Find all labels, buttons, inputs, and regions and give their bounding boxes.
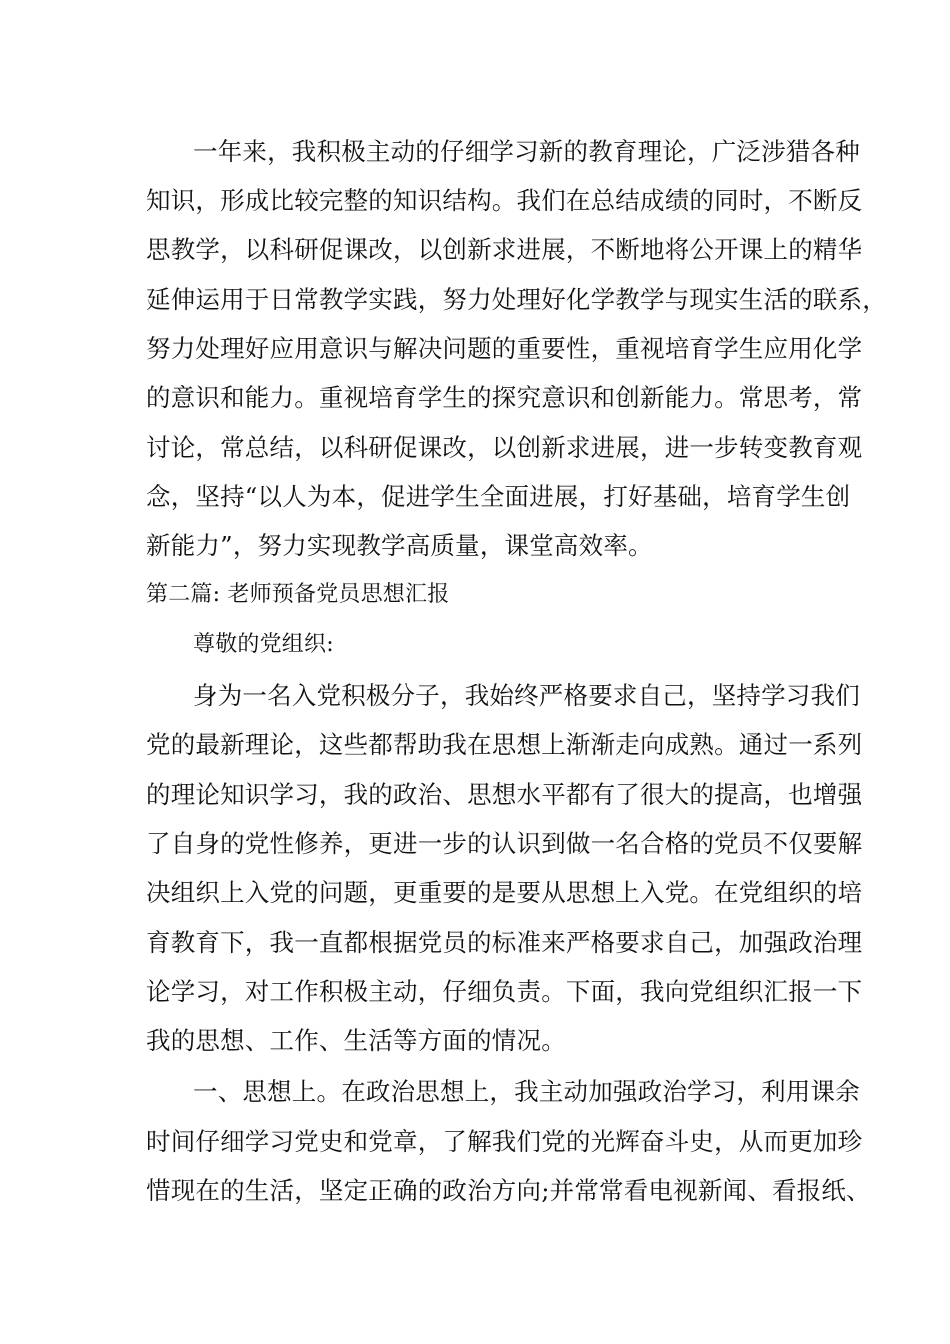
- paragraph-line: 努力处理好应用意识与解决问题的重要性，重视培育学生应用化学: [146, 334, 863, 363]
- paragraph-line: 惜现在的生活，坚定正确的政治方向;并常常看电视新闻、看报纸、: [146, 1176, 871, 1205]
- paragraph-line: 知识，形成比较完整的知识结构。我们在总结成绩的同时，不断反: [146, 186, 863, 215]
- paragraph-line: 一年来，我积极主动的仔细学习新的教育理论，广泛涉猎各种: [193, 137, 860, 166]
- paragraph-line: 新能力”，努力实现教学高质量，课堂高效率。: [146, 531, 653, 560]
- paragraph-line: 决组织上入党的问题，更重要的是要从思想上入党。在党组织的培: [146, 878, 863, 907]
- paragraph-line: 一、思想上。在政治思想上，我主动加强政治学习，利用课余: [193, 1077, 860, 1106]
- paragraph-line: 党的最新理论，这些都帮助我在思想上渐渐走向成熟。通过一系列: [146, 730, 863, 759]
- paragraph-line: 育教育下，我一直都根据党员的标准来严格要求自己，加强政治理: [146, 928, 863, 957]
- paragraph-line: 我的思想、工作、生活等方面的情况。: [146, 1026, 566, 1055]
- paragraph-line: 思教学，以科研促课改，以创新求进展，不断地将公开课上的精华: [146, 235, 863, 264]
- paragraph-line: 念，坚持“以人为本，促进学生全面进展，打好基础，培育学生创: [146, 482, 851, 511]
- section-heading: 第二篇: 老师预备党员思想汇报: [146, 582, 450, 607]
- paragraph-line: 时间仔细学习党史和党章，了解我们党的光辉奋斗史，从而更加珍: [146, 1127, 863, 1156]
- salutation: 尊敬的党组织:: [193, 632, 334, 657]
- paragraph-line: 的理论知识学习，我的政治、思想水平都有了很大的提高，也增强: [146, 780, 863, 809]
- paragraph-line: 延伸运用于日常教学实践，努力处理好化学教学与现实生活的联系，: [146, 285, 887, 314]
- paragraph-line: 身为一名入党积极分子，我始终严格要求自己，坚持学习我们: [193, 681, 860, 710]
- paragraph-line: 论学习，对工作积极主动，仔细负责。下面，我向党组织汇报一下: [146, 977, 863, 1006]
- paragraph-line: 讨论，常总结，以科研促课改，以创新求进展，进一步转变教育观: [146, 433, 863, 462]
- paragraph-line: 了自身的党性修养，更进一步的认识到做一名合格的党员不仅要解: [146, 829, 863, 858]
- paragraph-line: 的意识和能力。重视培育学生的探究意识和创新能力。常思考，常: [146, 383, 863, 412]
